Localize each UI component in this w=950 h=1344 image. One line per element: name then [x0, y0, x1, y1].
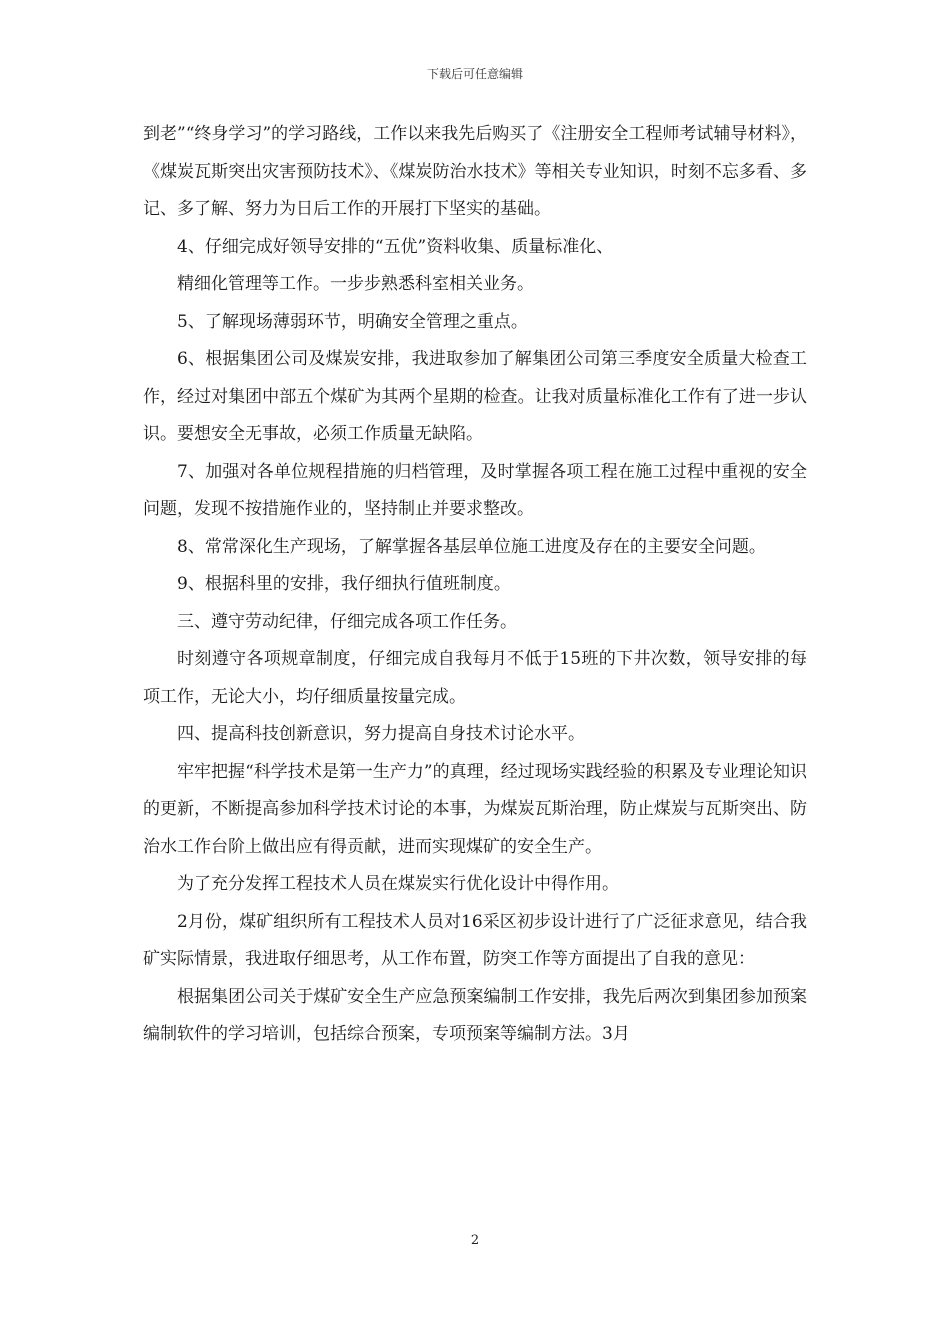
paragraph: 根据集团公司关于煤矿安全生产应急预案编制工作安排，我先后两次到集团参加预案编制软件的学习培训，包括综合预案，专项预案等编制方法。3月 [143, 986, 807, 1044]
paragraph: 5、了解现场薄弱环节，明确安全管理之重点。 [177, 311, 528, 332]
paragraph: 三、遵守劳动纪律，仔细完成各项工作任务。 [177, 611, 517, 632]
page-number: 2 [470, 1233, 480, 1248]
paragraph: 4、仔细完成好领导安排的“五优”资料收集、质量标准化、 [177, 236, 614, 257]
paragraph: 8、常常深化生产现场，了解掌握各基层单位施工进度及存在的主要安全问题。 [177, 536, 766, 557]
paragraph: 7、加强对各单位规程措施的归档管理，及时掌握各项工程在施工过程中重视的安全问题，发现不按措施作业的，坚持制止并要求整改。 [143, 461, 807, 519]
paragraph: 9、根据科里的安排，我仔细执行值班制度。 [177, 574, 511, 594]
page-header: 下载后可任意编辑 [426, 67, 523, 81]
paragraph: 为了充分发挥工程技术人员在煤炭实行优化设计中得作用。 [177, 874, 619, 894]
paragraph: 6、根据集团公司及煤炭安排，我进取参加了解集团公司第三季度安全质量大检查工作，经过对集团中部五个煤矿为其两个星期的检查。让我对质量标准化工作有了进一步认识。要想安全无事故，必须工作质量无缺陷。 [143, 349, 807, 444]
document-body [143, 116, 807, 1054]
paragraph: 牢牢把握“科学技术是第一生产力”的真理，经过现场实践经验的积累及专业理论知识的更新，不断提高参加科学技术讨论的本事，为煤炭瓦斯治理，防止煤炭与瓦斯突出、防治水工作台阶上做出应有得贡献，进而实现煤矿的安全生产。 [143, 761, 807, 857]
paragraph: 精细化管理等工作。一步步熟悉科室相关业务。 [177, 274, 534, 294]
paragraph: 时刻遵守各项规章制度，仔细完成自我每月不低于15班的下井次数，领导安排的每项工作，无论大小，均仔细质量按量完成。 [143, 649, 807, 707]
paragraph: 到老”“终身学习”的学习路线，工作以来我先后购买了《注册安全工程师考试辅导材料》，《煤炭瓦斯突出灾害预防技术》、《煤炭防治水技术》等相关专业知识，时刻不忘多看、多记、多了解、努力为日后工作的开展打下坚实的基础。 [143, 124, 807, 219]
paragraph: 四、提高科技创新意识，努力提高自身技术讨论水平。 [177, 724, 585, 744]
paragraph: 2月份，煤矿组织所有工程技术人员对16采区初步设计进行了广泛征求意见，结合我矿实际情景，我进取仔细思考，从工作布置，防突工作等方面提出了自我的意见： [143, 911, 807, 969]
